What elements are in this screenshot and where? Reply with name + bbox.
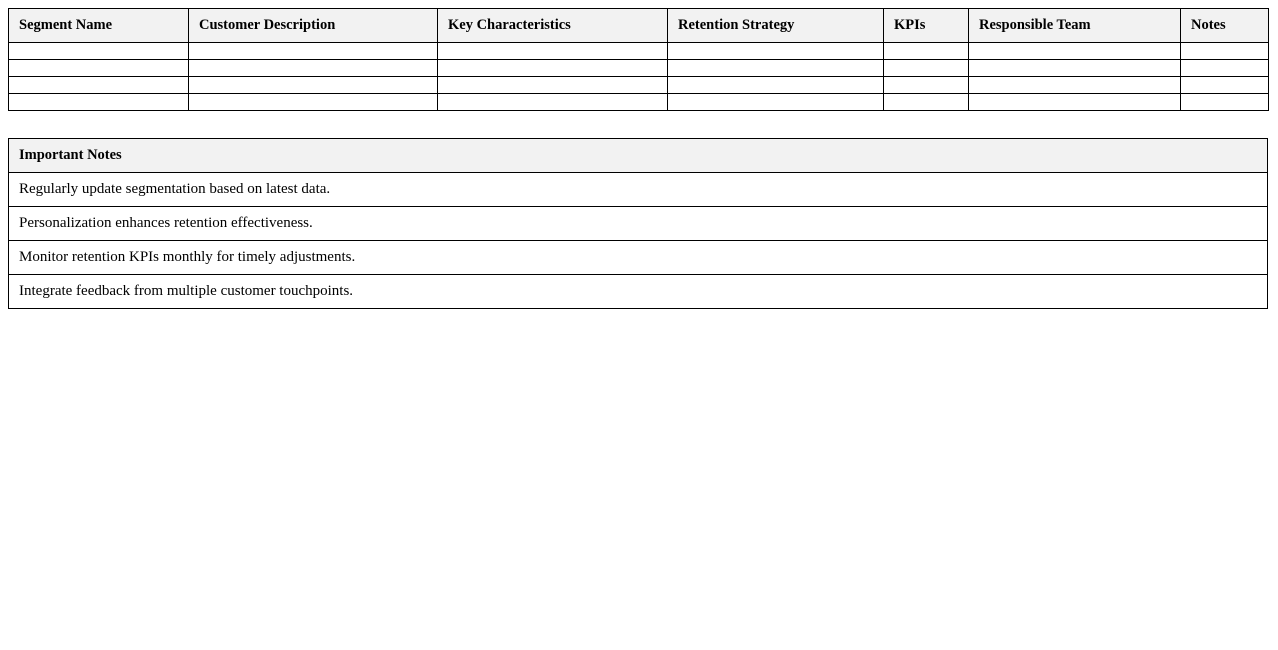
column-header-retention-strategy: Retention Strategy — [668, 9, 884, 43]
empty-cell — [668, 43, 884, 60]
notes-header-cell: Important Notes — [9, 139, 1268, 173]
empty-cell — [9, 77, 189, 94]
table-row — [9, 94, 1269, 111]
empty-cell — [438, 94, 668, 111]
empty-cell — [189, 43, 438, 60]
column-header-segment-name: Segment Name — [9, 9, 189, 43]
empty-cell — [438, 60, 668, 77]
note-row — [9, 241, 1268, 275]
column-header-notes: Notes — [1181, 9, 1269, 43]
note-cell: Regularly update segmentation based on latest data. — [9, 173, 1268, 207]
empty-cell — [9, 94, 189, 111]
empty-cell — [438, 43, 668, 60]
note-cell: Integrate feedback from multiple customer touchpoints. — [9, 275, 1268, 309]
column-header-key-characteristics: Key Characteristics — [438, 9, 668, 43]
empty-cell — [9, 60, 189, 77]
empty-cell — [1181, 77, 1269, 94]
note-cell: Personalization enhances retention effectiveness. — [9, 207, 1268, 241]
note-row — [9, 275, 1268, 309]
empty-cell — [189, 77, 438, 94]
empty-cell — [9, 43, 189, 60]
note-row — [9, 207, 1268, 241]
segmentation-table — [8, 8, 1269, 111]
empty-cell — [884, 77, 969, 94]
empty-cell — [668, 94, 884, 111]
column-header-responsible-team: Responsible Team — [969, 9, 1181, 43]
note-cell: Monitor retention KPIs monthly for timely adjustments. — [9, 241, 1268, 275]
note-row — [9, 173, 1268, 207]
empty-cell — [189, 94, 438, 111]
empty-cell — [668, 77, 884, 94]
empty-cell — [438, 77, 668, 94]
column-header-customer-description: Customer Description — [189, 9, 438, 43]
notes-header-row — [9, 139, 1268, 173]
empty-cell — [884, 43, 969, 60]
important-notes-table — [8, 138, 1268, 309]
empty-cell — [969, 94, 1181, 111]
empty-cell — [1181, 43, 1269, 60]
empty-cell — [969, 77, 1181, 94]
table-row — [9, 43, 1269, 60]
segmentation-body — [9, 43, 1269, 111]
empty-cell — [668, 60, 884, 77]
empty-cell — [189, 60, 438, 77]
segmentation-header-row — [9, 9, 1269, 43]
empty-cell — [884, 94, 969, 111]
empty-cell — [969, 60, 1181, 77]
empty-cell — [884, 60, 969, 77]
empty-cell — [969, 43, 1181, 60]
column-header-kpis: KPIs — [884, 9, 969, 43]
notes-body — [9, 173, 1268, 309]
empty-cell — [1181, 94, 1269, 111]
table-row — [9, 77, 1269, 94]
empty-cell — [1181, 60, 1269, 77]
table-row — [9, 60, 1269, 77]
